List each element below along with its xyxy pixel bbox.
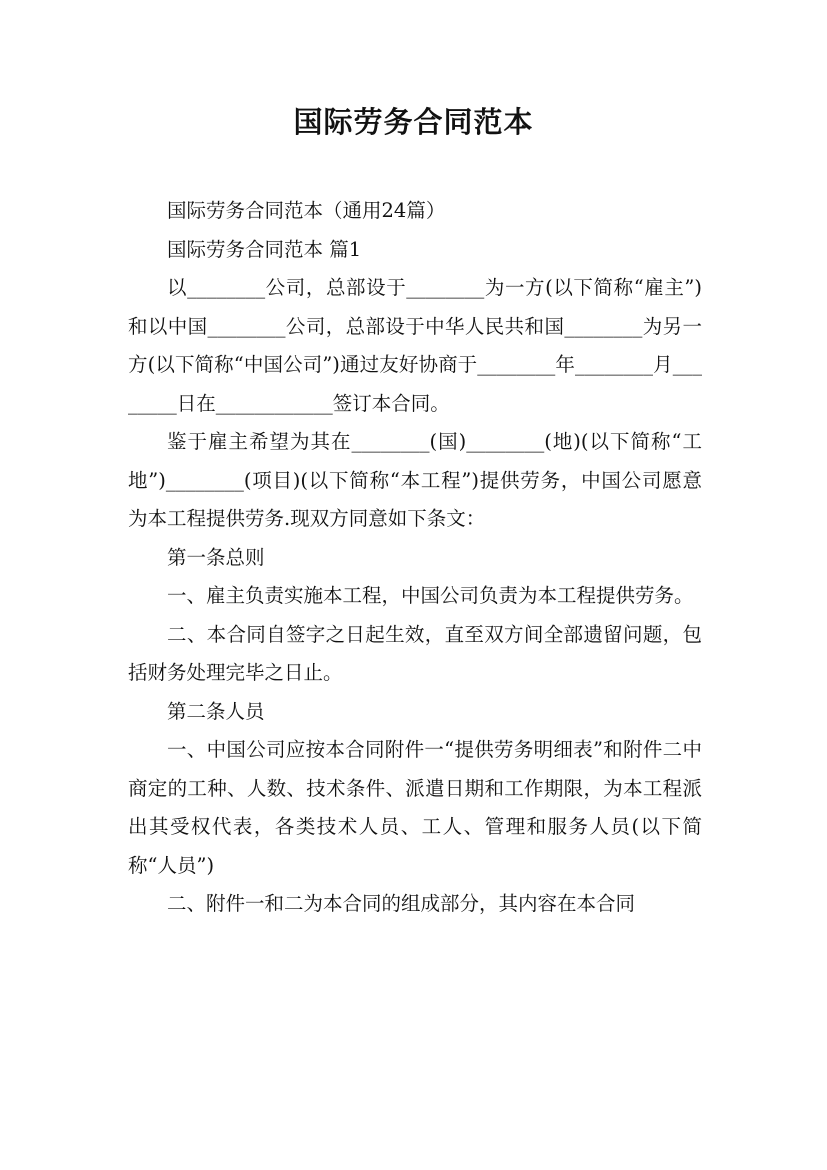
document-body <box>128 192 702 924</box>
paragraph: 以________公司，总部设于________为一方(以下简称“雇主”)和以中国________公司，总部设于中华人民共和国________为另一方(以下简称“中国公司”)通过友好协商于________年________月________日在____________签订本合同。 <box>128 276 702 415</box>
paragraph: 一、雇主负责实施本工程，中国公司负责为本工程提供劳务。 <box>167 584 694 607</box>
paragraph: 鉴于雇主希望为其在________(国)________(地)(以下简称“工地”)________(项目)(以下简称“本工程”)提供劳务，中国公司愿意为本工程提供劳务.现双方同意如下条文： <box>128 430 702 530</box>
article-heading: 第二条人员 <box>167 699 265 723</box>
document-subtitle: 国际劳务合同范本（通用24篇） <box>167 199 446 222</box>
section-heading: 国际劳务合同范本 篇1 <box>167 237 362 261</box>
paragraph: 二、本合同自签字之日起生效，直至双方间全部遗留问题，包括财务处理完毕之日止。 <box>128 622 702 684</box>
paragraph: 一、中国公司应按本合同附件一“提供劳务明细表”和附件二中商定的工种、人数、技术条件、派遣日期和工作期限，为本工程派出其受权代表，各类技术人员、工人、管理和服务人员(以下简称“人员”) <box>128 738 702 877</box>
article-heading: 第一条总则 <box>167 545 265 569</box>
document-title: 国际劳务合同范本 <box>293 105 534 139</box>
paragraph: 二、附件一和二为本合同的组成部分，其内容在本合同 <box>167 892 636 915</box>
